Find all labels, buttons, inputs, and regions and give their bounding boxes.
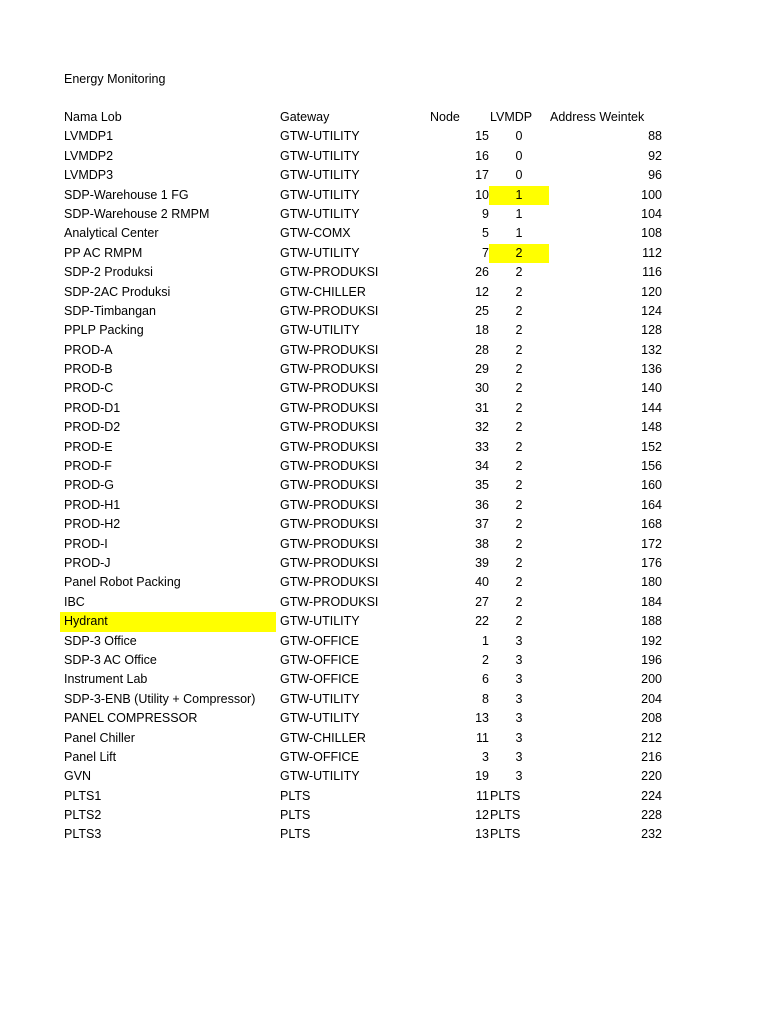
- cell-lvmdp[interactable]: 2: [515, 614, 523, 629]
- cell-name[interactable]: PROD-B: [64, 362, 113, 377]
- table-row: [60, 535, 670, 554]
- cell-node[interactable]: 12: [475, 808, 489, 823]
- data-table: [60, 108, 670, 845]
- cell-gateway[interactable]: GTW-PRODUKSI: [280, 420, 379, 435]
- cell-node[interactable]: 3: [482, 749, 489, 764]
- cell-gateway[interactable]: GTW-PRODUKSI: [280, 265, 379, 280]
- cell-lvmdp[interactable]: 2: [515, 420, 523, 435]
- table-row: [60, 224, 670, 243]
- cell-address[interactable]: 180: [641, 575, 662, 590]
- header-name[interactable]: Nama Lob: [64, 110, 122, 124]
- table-row: [60, 263, 670, 282]
- cell-lvmdp[interactable]: 3: [515, 691, 523, 706]
- cell-gateway[interactable]: PLTS: [280, 788, 311, 803]
- cell-name[interactable]: PROD-F: [64, 459, 112, 474]
- cell-node[interactable]: 35: [475, 478, 489, 493]
- cell-lvmdp[interactable]: 2: [515, 265, 523, 280]
- table-row: [60, 709, 670, 728]
- header-address-weintek[interactable]: Address Weintek: [550, 110, 645, 124]
- cell-node[interactable]: 1: [482, 633, 489, 648]
- cell-lvmdp[interactable]: 2: [515, 303, 523, 318]
- table-row: [60, 729, 670, 748]
- cell-address[interactable]: 220: [641, 769, 662, 784]
- cell-gateway[interactable]: GTW-UTILITY: [280, 614, 360, 629]
- cell-name[interactable]: LVMDP2: [64, 148, 114, 163]
- cell-name[interactable]: SDP-3 Office: [64, 633, 137, 648]
- cell-gateway[interactable]: PLTS: [280, 808, 311, 823]
- cell-node[interactable]: 37: [475, 517, 489, 532]
- cell-address[interactable]: 124: [641, 303, 662, 318]
- cell-name[interactable]: PROD-D2: [64, 420, 121, 435]
- cell-address[interactable]: 112: [642, 245, 662, 260]
- cell-address[interactable]: 176: [641, 555, 662, 570]
- cell-lvmdp[interactable]: 2: [515, 594, 523, 609]
- cell-name[interactable]: PLTS2: [64, 808, 102, 823]
- cell-node[interactable]: 38: [475, 536, 489, 551]
- cell-node[interactable]: 22: [475, 614, 489, 629]
- cell-lvmdp[interactable]: 2: [515, 497, 523, 512]
- cell-address[interactable]: 120: [641, 284, 662, 299]
- cell-node[interactable]: 13: [475, 827, 489, 842]
- table-row: [60, 283, 670, 302]
- cell-lvmdp[interactable]: 2: [515, 575, 523, 590]
- cell-lvmdp[interactable]: 3: [515, 633, 523, 648]
- cell-address[interactable]: 136: [641, 362, 662, 377]
- table-row: [60, 593, 670, 612]
- cell-lvmdp[interactable]: 3: [515, 749, 523, 764]
- cell-name[interactable]: PROD-H2: [64, 517, 121, 532]
- cell-lvmdp[interactable]: 3: [515, 672, 523, 687]
- cell-name[interactable]: SDP-Warehouse 2 RMPM: [64, 206, 210, 221]
- cell-address[interactable]: 196: [641, 652, 662, 667]
- cell-address[interactable]: 200: [641, 672, 662, 687]
- cell-name[interactable]: LVMDP1: [64, 129, 114, 144]
- cell-name[interactable]: SDP-Warehouse 1 FG: [64, 187, 189, 202]
- cell-name[interactable]: PROD-G: [64, 478, 114, 493]
- cell-node[interactable]: 34: [475, 459, 489, 474]
- cell-gateway[interactable]: GTW-PRODUKSI: [280, 381, 379, 396]
- cell-node[interactable]: 8: [482, 691, 489, 706]
- cell-node[interactable]: 30: [475, 381, 489, 396]
- cell-node[interactable]: 6: [482, 672, 489, 687]
- cell-node[interactable]: 40: [475, 575, 489, 590]
- cell-gateway[interactable]: GTW-UTILITY: [280, 148, 360, 163]
- cell-address[interactable]: 192: [641, 633, 662, 648]
- cell-name[interactable]: PROD-I: [64, 536, 108, 551]
- cell-address[interactable]: 232: [641, 827, 662, 842]
- cell-lvmdp[interactable]: 2: [515, 381, 523, 396]
- cell-name[interactable]: PROD-H1: [64, 497, 121, 512]
- cell-name[interactable]: LVMDP3: [64, 168, 114, 183]
- cell-address[interactable]: 228: [641, 808, 662, 823]
- cell-address[interactable]: 108: [641, 226, 662, 241]
- cell-gateway[interactable]: GTW-UTILITY: [280, 323, 360, 338]
- cell-gateway[interactable]: GTW-PRODUKSI: [280, 459, 379, 474]
- cell-address[interactable]: 144: [641, 400, 662, 415]
- cell-node[interactable]: 12: [475, 284, 489, 299]
- cell-lvmdp[interactable]: PLTS: [490, 808, 521, 823]
- cell-lvmdp[interactable]: 2: [515, 555, 523, 570]
- cell-address[interactable]: 184: [641, 594, 662, 609]
- cell-name[interactable]: SDP-3-ENB (Utility + Compressor): [64, 691, 256, 706]
- cell-address[interactable]: 132: [641, 342, 662, 357]
- cell-node[interactable]: 25: [475, 303, 489, 318]
- cell-gateway[interactable]: GTW-PRODUKSI: [280, 362, 379, 377]
- cell-lvmdp[interactable]: 2: [515, 517, 523, 532]
- cell-node[interactable]: 11: [476, 730, 489, 745]
- cell-address[interactable]: 172: [641, 536, 662, 551]
- cell-gateway[interactable]: GTW-OFFICE: [280, 672, 359, 687]
- cell-node[interactable]: 31: [475, 400, 489, 415]
- cell-lvmdp[interactable]: 2: [515, 323, 523, 338]
- cell-node[interactable]: 15: [475, 129, 489, 144]
- cell-lvmdp[interactable]: 3: [515, 711, 523, 726]
- cell-node[interactable]: 33: [475, 439, 489, 454]
- cell-node[interactable]: 36: [475, 497, 489, 512]
- cell-name[interactable]: PPLP Packing: [64, 323, 144, 338]
- cell-address[interactable]: 216: [641, 749, 662, 764]
- cell-lvmdp[interactable]: 1: [515, 226, 523, 241]
- cell-address[interactable]: 100: [641, 187, 662, 202]
- table-row: [60, 438, 670, 457]
- header-gateway[interactable]: Gateway: [280, 110, 330, 124]
- table-row: [60, 418, 670, 437]
- table-row: [60, 806, 670, 825]
- table-row: [60, 205, 670, 224]
- cell-name[interactable]: GVN: [64, 769, 92, 784]
- cell-address[interactable]: 188: [641, 614, 662, 629]
- table-row: [60, 690, 670, 709]
- cell-gateway[interactable]: GTW-UTILITY: [280, 187, 360, 202]
- cell-lvmdp[interactable]: PLTS: [490, 827, 521, 842]
- table-row: [60, 302, 670, 321]
- cell-address[interactable]: 204: [641, 691, 662, 706]
- cell-gateway[interactable]: GTW-UTILITY: [280, 245, 360, 260]
- cell-lvmdp[interactable]: 2: [515, 459, 523, 474]
- table-row: [60, 186, 670, 205]
- cell-node[interactable]: 5: [482, 226, 489, 241]
- cell-node[interactable]: 11: [476, 788, 489, 803]
- table-row: [60, 321, 670, 340]
- table-row: [60, 825, 670, 844]
- cell-address[interactable]: 160: [641, 478, 662, 493]
- cell-gateway[interactable]: GTW-PRODUKSI: [280, 400, 379, 415]
- cell-gateway[interactable]: GTW-OFFICE: [280, 652, 359, 667]
- cell-name[interactable]: PROD-A: [64, 342, 113, 357]
- cell-name[interactable]: Panel Lift: [64, 749, 117, 764]
- table-row: [60, 476, 670, 495]
- cell-node[interactable]: 7: [482, 245, 489, 260]
- cell-node[interactable]: 17: [475, 168, 489, 183]
- table-row: [60, 147, 670, 166]
- cell-name[interactable]: SDP-3 AC Office: [64, 652, 157, 667]
- cell-name[interactable]: PROD-J: [64, 555, 111, 570]
- cell-name[interactable]: Panel Chiller: [64, 730, 135, 745]
- table-row: [60, 748, 670, 767]
- cell-gateway[interactable]: GTW-CHILLER: [280, 284, 366, 299]
- cell-name[interactable]: SDP-2 Produksi: [64, 265, 153, 280]
- cell-node[interactable]: 32: [475, 420, 489, 435]
- cell-name[interactable]: PROD-D1: [64, 400, 121, 415]
- cell-gateway[interactable]: GTW-COMX: [280, 226, 351, 241]
- cell-lvmdp[interactable]: 2: [515, 362, 523, 377]
- cell-name[interactable]: Hydrant: [60, 612, 276, 631]
- cell-gateway[interactable]: GTW-OFFICE: [280, 633, 359, 648]
- cell-lvmdp[interactable]: 3: [515, 769, 523, 784]
- cell-address[interactable]: 168: [641, 517, 662, 532]
- header-lvmdp[interactable]: LVMDP: [490, 110, 533, 124]
- cell-lvmdp[interactable]: 3: [515, 652, 523, 667]
- cell-lvmdp[interactable]: 2: [515, 284, 523, 299]
- table-row: [60, 554, 670, 573]
- table-row: [60, 457, 670, 476]
- cell-node[interactable]: 16: [475, 148, 489, 163]
- cell-node[interactable]: 26: [475, 265, 489, 280]
- table-row: [60, 379, 670, 398]
- cell-lvmdp[interactable]: 0: [515, 148, 523, 163]
- cell-address[interactable]: 96: [648, 168, 662, 183]
- cell-gateway[interactable]: GTW-UTILITY: [280, 168, 360, 183]
- cell-address[interactable]: 128: [641, 323, 662, 338]
- cell-gateway[interactable]: GTW-UTILITY: [280, 769, 360, 784]
- cell-lvmdp[interactable]: 3: [515, 730, 523, 745]
- table-row: [60, 399, 670, 418]
- table-row: [60, 573, 670, 592]
- cell-node[interactable]: 9: [482, 206, 489, 221]
- cell-node[interactable]: 39: [475, 555, 489, 570]
- cell-gateway[interactable]: GTW-PRODUKSI: [280, 439, 379, 454]
- cell-name[interactable]: Panel Robot Packing: [64, 575, 181, 590]
- cell-gateway[interactable]: GTW-UTILITY: [280, 711, 360, 726]
- cell-gateway[interactable]: GTW-PRODUKSI: [280, 536, 379, 551]
- table-row: [60, 360, 670, 379]
- cell-lvmdp[interactable]: 0: [515, 168, 523, 183]
- cell-gateway[interactable]: GTW-PRODUKSI: [280, 517, 379, 532]
- cell-name[interactable]: IBC: [64, 594, 85, 609]
- cell-address[interactable]: 148: [641, 420, 662, 435]
- cell-lvmdp[interactable]: 2: [515, 400, 523, 415]
- cell-node[interactable]: 13: [475, 711, 489, 726]
- cell-name[interactable]: Instrument Lab: [64, 672, 148, 687]
- cell-lvmdp[interactable]: 1: [489, 186, 549, 205]
- cell-address[interactable]: 116: [642, 265, 662, 280]
- cell-gateway[interactable]: GTW-PRODUKSI: [280, 594, 379, 609]
- cell-lvmdp[interactable]: 2: [515, 536, 523, 551]
- cell-gateway[interactable]: GTW-UTILITY: [280, 206, 360, 221]
- cell-gateway[interactable]: GTW-CHILLER: [280, 730, 366, 745]
- cell-gateway[interactable]: GTW-OFFICE: [280, 749, 359, 764]
- table-header-row: [60, 108, 670, 127]
- header-node[interactable]: Node: [430, 110, 460, 124]
- cell-node[interactable]: 10: [475, 187, 489, 202]
- cell-node[interactable]: 29: [475, 362, 489, 377]
- cell-address[interactable]: 156: [641, 459, 662, 474]
- cell-name[interactable]: PANEL COMPRESSOR: [64, 711, 198, 726]
- cell-name[interactable]: Analytical Center: [64, 226, 159, 241]
- cell-address[interactable]: 152: [641, 439, 662, 454]
- cell-node[interactable]: 2: [482, 652, 489, 667]
- table-row: [60, 670, 670, 689]
- cell-gateway[interactable]: GTW-PRODUKSI: [280, 303, 379, 318]
- table-row: [60, 515, 670, 534]
- cell-name[interactable]: SDP-2AC Produksi: [64, 284, 171, 299]
- cell-address[interactable]: 104: [641, 206, 662, 221]
- cell-gateway[interactable]: GTW-PRODUKSI: [280, 478, 379, 493]
- cell-gateway[interactable]: GTW-PRODUKSI: [280, 575, 379, 590]
- cell-gateway[interactable]: PLTS: [280, 827, 311, 842]
- table-row: [60, 767, 670, 786]
- table-row: [60, 612, 670, 631]
- cell-address[interactable]: 140: [641, 381, 662, 396]
- cell-address[interactable]: 224: [641, 788, 662, 803]
- table-row: [60, 787, 670, 806]
- cell-gateway[interactable]: GTW-PRODUKSI: [280, 497, 379, 512]
- cell-gateway[interactable]: GTW-PRODUKSI: [280, 555, 379, 570]
- cell-lvmdp[interactable]: 0: [515, 129, 523, 144]
- cell-node[interactable]: 27: [475, 594, 489, 609]
- table-row: [60, 127, 670, 146]
- cell-name[interactable]: PROD-E: [64, 439, 113, 454]
- cell-lvmdp[interactable]: 2: [515, 342, 523, 357]
- table-row: [60, 632, 670, 651]
- cell-lvmdp[interactable]: 2: [515, 439, 523, 454]
- cell-lvmdp[interactable]: 2: [489, 244, 549, 263]
- cell-gateway[interactable]: GTW-UTILITY: [280, 129, 360, 144]
- table-row: [60, 166, 670, 185]
- table-row: [60, 496, 670, 515]
- cell-name[interactable]: PROD-C: [64, 381, 114, 396]
- cell-lvmdp[interactable]: 1: [515, 206, 523, 221]
- cell-name[interactable]: SDP-Timbangan: [64, 303, 156, 318]
- table-row: [60, 244, 670, 263]
- cell-address[interactable]: 212: [641, 730, 662, 745]
- table-row: [60, 341, 670, 360]
- table-row: [60, 651, 670, 670]
- cell-name[interactable]: PP AC RMPM: [64, 245, 143, 260]
- cell-gateway[interactable]: GTW-UTILITY: [280, 691, 360, 706]
- cell-node[interactable]: 18: [475, 323, 489, 338]
- cell-name[interactable]: PLTS1: [64, 788, 102, 803]
- cell-name[interactable]: PLTS3: [64, 827, 102, 842]
- cell-lvmdp[interactable]: 2: [515, 478, 523, 493]
- cell-gateway[interactable]: GTW-PRODUKSI: [280, 342, 379, 357]
- cell-address[interactable]: 88: [648, 129, 662, 144]
- cell-node[interactable]: 28: [475, 342, 489, 357]
- cell-address[interactable]: 92: [648, 148, 662, 163]
- cell-address[interactable]: 164: [641, 497, 662, 512]
- cell-node[interactable]: 19: [475, 769, 489, 784]
- cell-lvmdp[interactable]: PLTS: [490, 788, 521, 803]
- sheet-title: Energy Monitoring: [64, 72, 166, 86]
- cell-address[interactable]: 208: [641, 711, 662, 726]
